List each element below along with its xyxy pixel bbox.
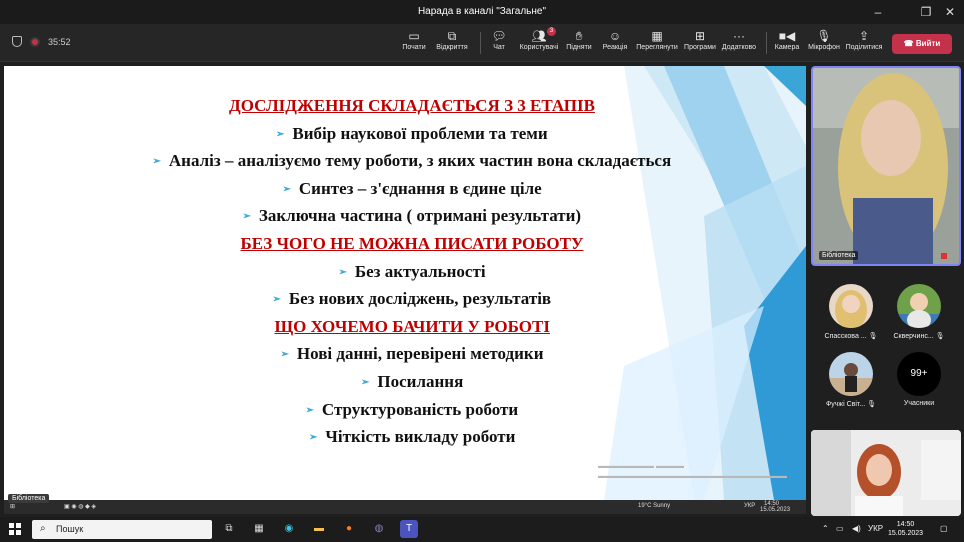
bullet-arrow-icon: ➢ xyxy=(338,266,347,278)
speaker-video[interactable] xyxy=(811,66,961,266)
share-icon: ⇪ xyxy=(858,29,870,43)
tray-chevron-icon[interactable]: ⌃ xyxy=(822,524,829,533)
firefox-icon[interactable]: ● xyxy=(345,523,353,534)
shield-icon xyxy=(12,36,22,47)
meeting-timer: 35:52 xyxy=(48,36,71,47)
activation-watermark: ▬▬▬▬▬▬▬▬ ▬▬▬▬ ▬▬▬▬▬▬▬▬▬▬▬▬▬▬▬▬▬▬▬▬▬▬▬▬▬▬▬ xyxy=(598,463,787,480)
share-button[interactable]: ⇪ Поділитися xyxy=(845,29,883,51)
presenter-tag: Бібліотека xyxy=(8,494,49,503)
windows-taskbar xyxy=(0,517,964,542)
reactions-button[interactable]: ☺ Реакція xyxy=(598,28,632,58)
slide-heading: ЩО ХОЧЕМО БАЧИТИ У РОБОТІ xyxy=(274,316,550,336)
camera-icon: ■◀ xyxy=(778,29,796,43)
viber-icon[interactable]: ◍ xyxy=(374,523,384,534)
open-icon: ⧉ xyxy=(447,29,457,43)
view-button[interactable]: ▦ Переглянути xyxy=(634,28,680,58)
meeting-toolbar xyxy=(0,24,964,62)
grid-icon: ▦ xyxy=(651,29,663,43)
close-icon[interactable]: ✕ xyxy=(944,5,956,19)
participants-button[interactable]: 👥︎ 3 Користувачі xyxy=(516,28,562,58)
mic-off-icon: 🎙︎ xyxy=(935,333,945,340)
leave-button[interactable]: ☎ Вийти xyxy=(892,34,952,54)
title-bar xyxy=(0,0,964,24)
maximize-icon[interactable]: ❐ xyxy=(920,5,932,19)
taskbar-clock[interactable]: 14:50 15.05.2023 xyxy=(888,521,924,537)
plus-icon: ⊞ xyxy=(694,29,706,43)
phone-icon: ☎ xyxy=(903,39,916,48)
bullet-arrow-icon: ➢ xyxy=(272,294,281,306)
windows-start-icon[interactable] xyxy=(9,523,21,535)
taskbar-search[interactable]: ⌕ Пошук xyxy=(32,520,212,539)
teams-icon[interactable]: T xyxy=(400,520,418,538)
more-participants[interactable]: 99+ Учасники xyxy=(884,352,954,407)
slide-bullet-item: ➢ Без актуальності xyxy=(338,261,486,281)
slide-bullet-item: ➢ Посилання xyxy=(361,372,464,391)
mic-off-icon: 🎙︎ xyxy=(816,29,832,43)
bullet-arrow-icon: ➢ xyxy=(282,183,291,195)
participant-tile[interactable]: Спасскова ... 🎙︎ xyxy=(816,284,886,340)
slide-bullet-item: ➢ Структурованість роботи xyxy=(305,399,519,419)
search-icon: ⌕ xyxy=(40,523,46,534)
open-button[interactable]: ⧉ Відкриття xyxy=(432,28,472,58)
meeting-status xyxy=(12,36,71,47)
slide-bullet-item: ➢ Вибір наукової проблеми та теми xyxy=(276,123,548,143)
shared-taskbar xyxy=(4,500,806,514)
calculator-icon[interactable]: ▦ xyxy=(254,523,264,534)
slide-bullet-item: ➢ Аналіз – аналізуємо тему роботи, з яких частин вона складається xyxy=(152,151,672,171)
slide-bullet-item: ➢ Заключна частина ( отримані результати) xyxy=(242,206,582,226)
slide-bullet-item: ➢ Нові данні, перевірені методики xyxy=(280,344,544,364)
slide-bullet-item: ➢ Синтез – з'єднання в єдине ціле xyxy=(282,178,542,198)
task-view-icon[interactable]: ⧉ xyxy=(225,523,233,534)
avatar xyxy=(897,284,941,328)
presentation-slide xyxy=(4,66,806,500)
self-video-frame xyxy=(811,430,961,516)
slide-bullet-item: ➢ Без нових досліджень, результатів xyxy=(272,289,552,309)
slide-bullet-item: ➢ Чіткість викладу роботи xyxy=(309,427,516,447)
bullet-arrow-icon: ➢ xyxy=(276,128,285,140)
mic-off-icon: 🎙︎ xyxy=(867,401,877,408)
notifications-icon[interactable]: ▢ xyxy=(940,524,948,533)
recording-icon xyxy=(30,37,40,47)
window-title: Нарада в каналі "Загальне" xyxy=(417,6,547,17)
camera-button[interactable]: ■◀ Камера xyxy=(772,28,802,58)
bullet-arrow-icon: ➢ xyxy=(280,349,289,361)
raise-hand-button[interactable]: ✋︎ Підняти xyxy=(564,28,594,58)
bullet-arrow-icon: ➢ xyxy=(361,377,370,388)
more-icon: ··· xyxy=(733,29,745,43)
tray-lang[interactable]: УКР xyxy=(868,524,884,533)
shared-screen xyxy=(0,62,808,517)
bullet-arrow-icon: ➢ xyxy=(309,432,318,444)
speaker-video-frame xyxy=(813,68,961,266)
bullet-arrow-icon: ➢ xyxy=(305,404,314,416)
bullet-arrow-icon: ➢ xyxy=(242,211,251,223)
shared-start-icon: ⊞ xyxy=(10,504,16,510)
chat-icon: 💬︎ xyxy=(491,29,507,43)
start-icon: ▭ xyxy=(408,29,420,43)
self-video[interactable] xyxy=(811,430,961,516)
shared-lang: УКР xyxy=(744,503,756,509)
avatar xyxy=(829,352,873,396)
edge-icon[interactable]: ◉ xyxy=(284,523,294,534)
more-button[interactable]: ··· Додатково xyxy=(721,29,757,51)
participant-tile[interactable]: Фучжі Світ... 🎙︎ xyxy=(816,352,886,408)
participants-badge: 3 xyxy=(547,27,556,36)
toolbar-divider xyxy=(480,32,481,54)
people-icon: 👥︎ xyxy=(531,29,547,43)
shared-time: 14:50 xyxy=(764,501,780,507)
shared-date: 15.05.2023 xyxy=(760,507,791,513)
slide-heading: БЕЗ ЧОГО НЕ МОЖНА ПИСАТИ РОБОТУ xyxy=(240,234,584,253)
chat-button[interactable]: 💬︎ Чат xyxy=(486,28,512,58)
hand-icon: ✋︎ xyxy=(575,29,583,43)
minimize-icon[interactable]: – xyxy=(874,5,882,19)
shared-weather: 19°C Sunny xyxy=(638,503,671,509)
mic-button[interactable]: 🎙︎ Мікрофон xyxy=(806,28,842,58)
bullet-arrow-icon: ➢ xyxy=(152,156,161,168)
participant-tile[interactable]: Скверчинс... 🎙︎ xyxy=(884,284,954,340)
network-icon[interactable]: ▭ xyxy=(836,524,844,533)
volume-icon[interactable]: ◀) xyxy=(852,524,861,533)
toolbar-divider xyxy=(766,32,767,54)
slide-heading: ДОСЛІДЖЕННЯ СКЛАДАЄТЬСЯ З 3 ЕТАПІВ xyxy=(229,96,595,115)
participants-panel xyxy=(808,62,964,517)
file-explorer-icon[interactable]: ▬ xyxy=(314,523,324,534)
speaker-name: Бібліотека xyxy=(819,251,858,260)
smile-icon: ☺ xyxy=(608,29,622,43)
participant-count: 99+ xyxy=(897,352,941,396)
apps-button[interactable]: ⊞ Програми xyxy=(682,28,718,58)
avatar xyxy=(829,284,873,328)
start-button[interactable]: ▭ Почати xyxy=(398,28,430,58)
mic-off-icon: 🎙︎ xyxy=(868,333,878,340)
shared-app-icons: ▣ ◉ ◍ ◆ ◈ xyxy=(64,504,97,510)
